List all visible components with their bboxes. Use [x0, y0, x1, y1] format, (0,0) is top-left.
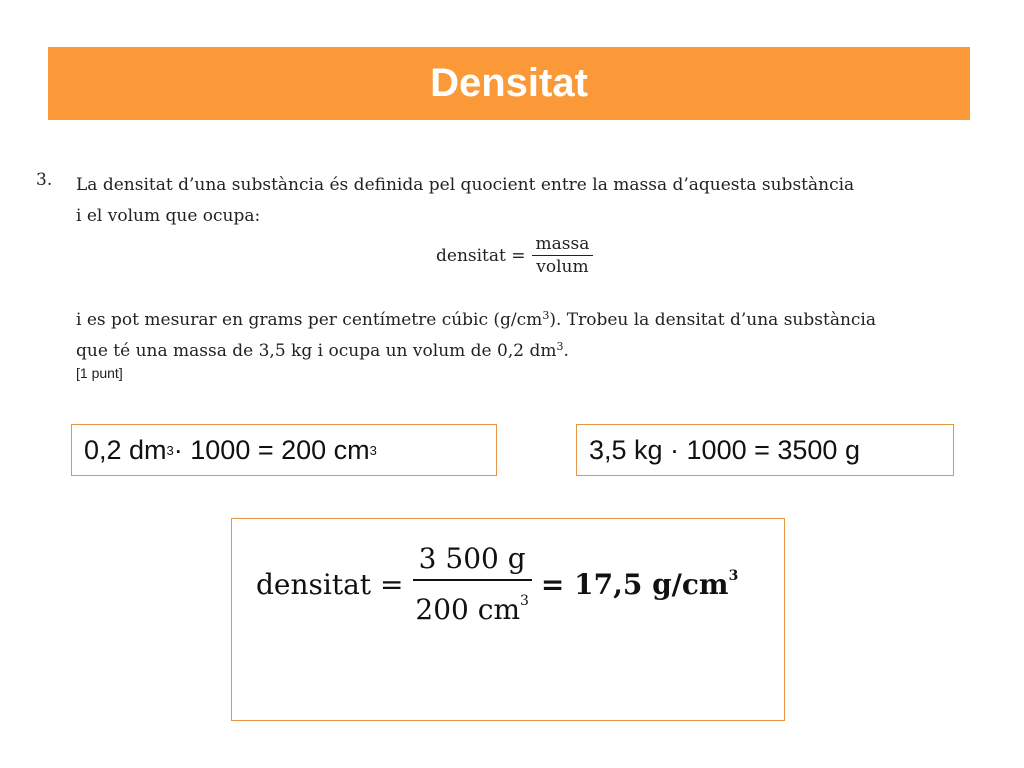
answer-lhs: densitat =: [256, 568, 404, 601]
problem-question: [76, 300, 981, 384]
problem-number: 3.: [36, 170, 53, 190]
points-label: [1 punt]: [76, 365, 123, 381]
answer-fraction: [409, 541, 535, 628]
formula-lhs: densitat =: [436, 245, 526, 266]
problem-line-2: i el volum que ocupa:: [76, 206, 261, 226]
problem-body: [76, 170, 981, 232]
formula-denominator: volum: [536, 257, 589, 277]
volume-conversion-sup2: 3: [369, 442, 377, 458]
answer-numerator: 3 500 g: [413, 541, 532, 581]
volume-conversion-sup1: 3: [166, 442, 174, 458]
density-formula: [436, 234, 593, 277]
volume-conversion-b: · 1000 = 200 cm: [173, 434, 370, 465]
mass-conversion-text: 3,5 kg · 1000 = 3500 g: [589, 434, 860, 465]
formula-fraction: [532, 234, 594, 277]
page-title: Densitat: [430, 61, 588, 105]
title-bar: [48, 47, 970, 120]
formula-numerator: massa: [532, 234, 594, 256]
volume-conversion-a: 0,2 dm: [84, 434, 167, 465]
answer-denominator: 200 $cm^3$: [415, 593, 529, 626]
problem-line-3: i es pot mesurar en grams per centímetre cúbic $(g/cm^3)$. Trobeu la densitat d’una substància: [76, 309, 876, 330]
answer-box: [231, 518, 785, 721]
mass-conversion-box: [576, 424, 954, 476]
answer-formula: [256, 541, 738, 628]
problem-line-4: que té una massa de 3,5 kg i ocupa un volum de 0,2 $dm^3$.: [76, 340, 569, 361]
problem-line-1: La densitat d’una substància és definida pel quocient entre la massa d’aquesta substància: [76, 175, 855, 195]
volume-conversion-box: [71, 424, 497, 476]
answer-result: = 17,5 $g/cm^3$: [540, 568, 739, 601]
